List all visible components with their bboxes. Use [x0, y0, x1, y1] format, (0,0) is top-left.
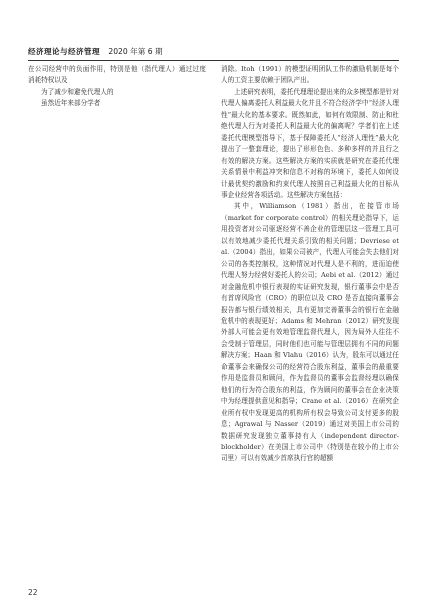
- paragraph: 在公司经营中的负面作用，特别是他（指代理人）通过过度消耗特权以及: [28, 65, 206, 85]
- paragraph: 消除。Itoh（1991）的模型证明团队工作的激励机制是每个人的工资主要依赖于团队产出。: [221, 65, 399, 85]
- body-columns: [28, 64, 399, 584]
- paragraph: 其中，Williamson（1981）指出，在接管市场（market for corporate control）的相关理论指导下，运用投资者对公司驱逐经营不善企业的管理层这一管理工具可以有效地减少委托代理关系引致的相关问题；Devriese et al.（2004）指出，如果公司被产，代理人可能会失去他们对公司的各类控制权，这种情况对代理人是不利的，进而迫使代理人努力经营好委托人的公司；Aebi et al.（2012）通过对金融危机中银行表现的实证研究发现，银行董事会中是否有首席风险官（CRO）的职位以及 CRO 是否直接向董事会报告都与银行绩效相关，具有更加完善董事会的银行在金融危机中的表现更好；Adams 和 Mehran（2012）研究发现外部人可能会更有效地管理监督代理人，因为局外人往往不会受制于管理层，同时他们也可能与管理层拥有不同的问题解决方案；Haan 和 Vlahu（2016）认为，股东可以通过任命董事会来确保公司的经营符合股东利益，董事会的最重要作用是监督员和顾问，作为监督员的董事会监督经理以确保他们的行为符合股东的利益，作为顾问的董事会在企业决策中为经理提供意见和指导；Crane et al.（2016）在研究企业所有权中发现更高的机构所有权会导致公司支付更多的股息；Agrawal 与 Nasser（2019）通过对美国上市公司的数据研究发现独立董事持有人（independent director-blockholder）在美国上市公司中（特别是在较小的上市公司里）可以有效减少首席执行官的超额: [221, 202, 399, 463]
- paragraph: 上述研究表明，委托代理理论提出来的众多模型都是针对代理人偏离委托人利益最大化并且不符合经济学中“经济人理性”最大化的基本要求。既然如此，如何有效限制、防止和杜绝代理人行为对委托人利益最大化的偏离呢？学者们在上述委托代理模型指导下，基于保障委托人“经济人理性”最大化提出了一整套理论，提出了形形色色、多种多样的并且行之有效的解决方案。这些解决方案的实质就是研究在委托代理关系情景中利益冲突和信息不对称的环境下，委托人如何设计最优契约激励和约束代理人按照自己利益最大化的目标从事企业经营各项活动。这些解决方案包括：: [221, 87, 399, 199]
- paragraph: 为了减少和避免代理人的: [41, 87, 114, 96]
- header-rule: [28, 60, 399, 61]
- left-column: [28, 64, 206, 584]
- page-number: 22: [28, 588, 38, 597]
- right-column: [221, 64, 399, 584]
- journal-name: 经济理论与经济管理: [28, 47, 100, 56]
- running-header: [28, 47, 399, 56]
- issue-label: 2020 年第 6 期: [108, 47, 163, 56]
- paragraph: 虽然近年来部分学者: [41, 99, 101, 108]
